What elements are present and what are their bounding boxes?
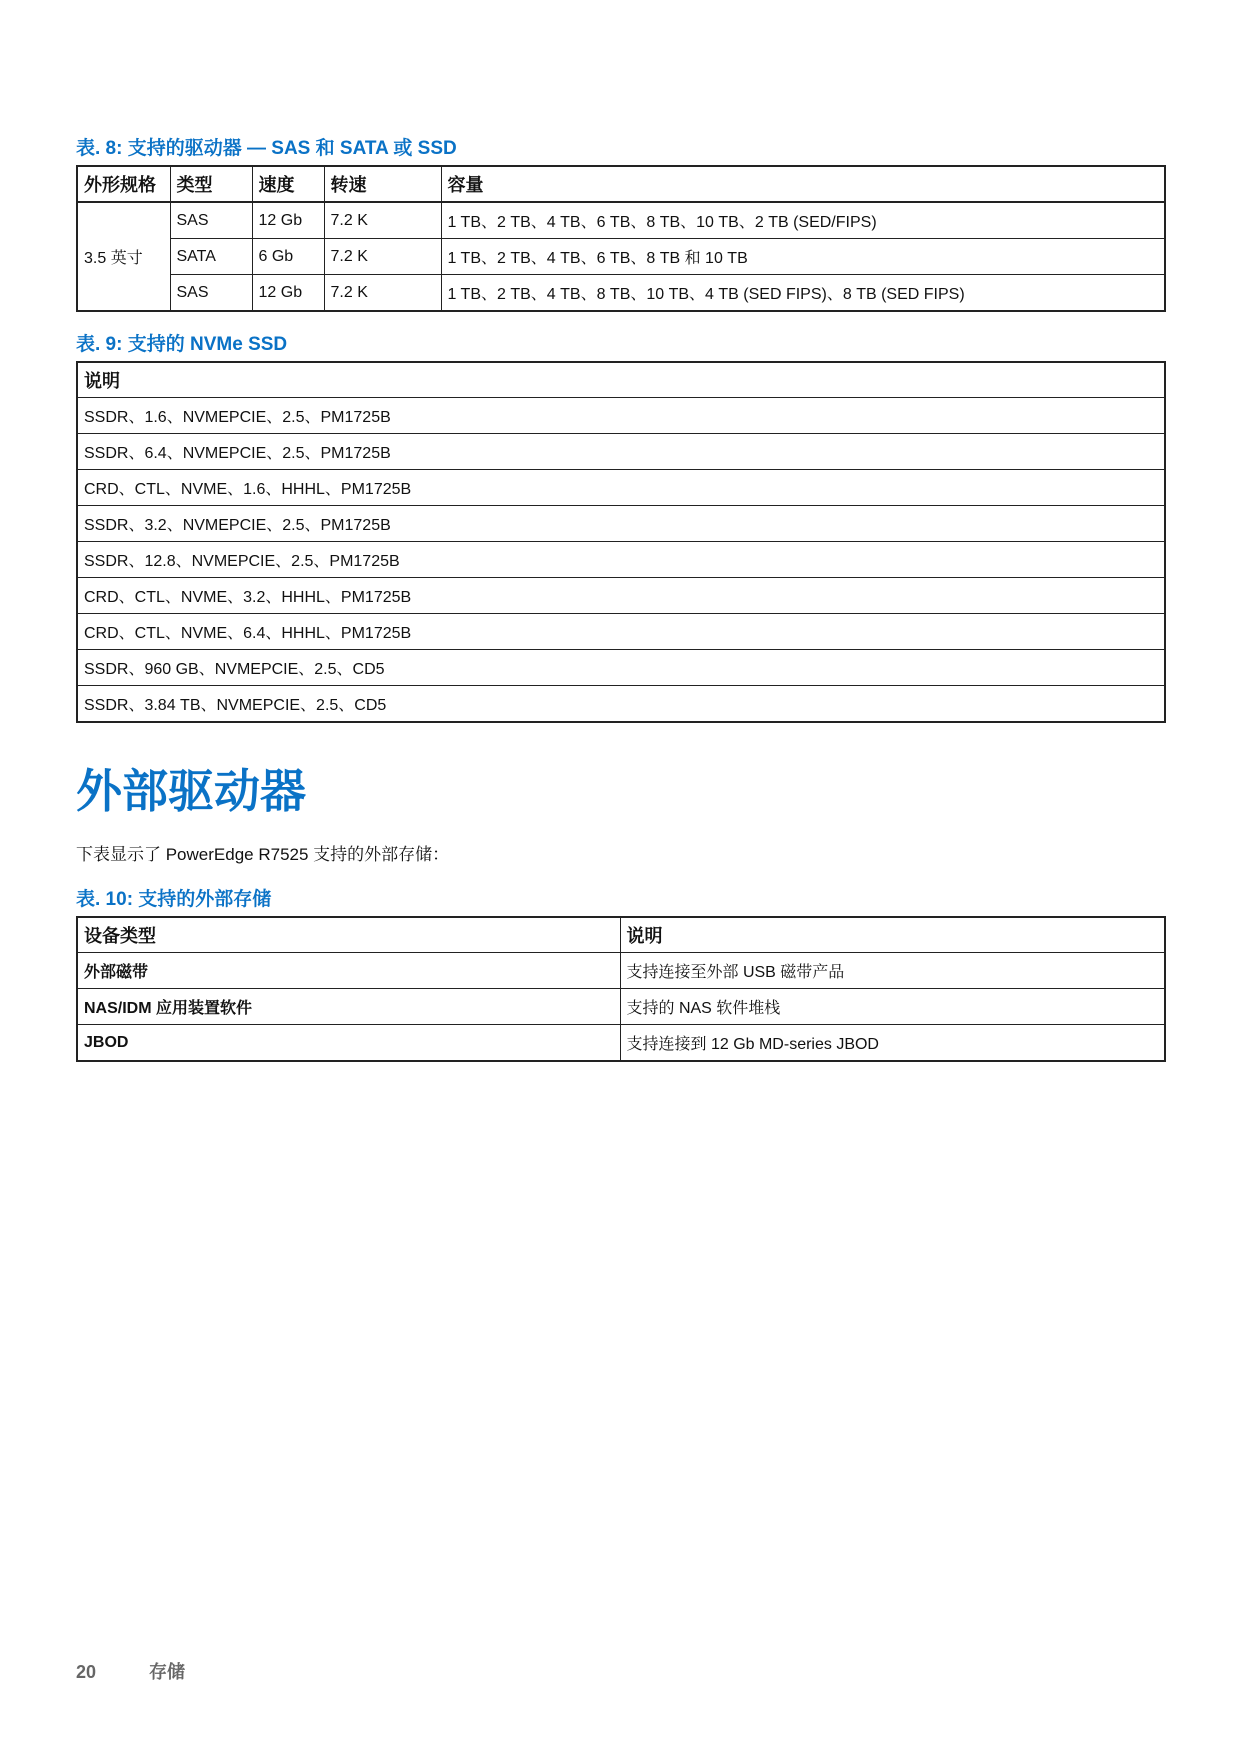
table8-type-cell: SATA <box>170 239 252 275</box>
table10-description-cell: 支持的 NAS 软件堆栈 <box>620 989 1165 1025</box>
table10-header-description: 说明 <box>620 917 1165 953</box>
table10-header-row <box>77 917 1165 953</box>
table10-device-cell: 外部磁带 <box>77 953 620 989</box>
table8-rpm-cell: 7.2 K <box>324 202 441 239</box>
table10-header-device-type: 设备类型 <box>77 917 620 953</box>
table-row <box>77 202 1165 239</box>
table-row <box>77 542 1165 578</box>
table9-cell: CRD、CTL、NVME、6.4、HHHL、PM1725B <box>77 614 1165 650</box>
page-footer <box>76 1658 185 1684</box>
table9-header-row <box>77 362 1165 398</box>
table-row <box>77 578 1165 614</box>
table9-header-description: 说明 <box>77 362 1165 398</box>
page-number: 20 <box>76 1662 97 1682</box>
table9-caption: 表. 9: 支持的 NVMe SSD <box>76 334 288 355</box>
table8-header-type: 类型 <box>170 166 252 202</box>
table8-form-factor-cell: 3.5 英寸 <box>77 202 170 311</box>
table8-capacity-cell: 1 TB、2 TB、4 TB、6 TB、8 TB、10 TB、2 TB (SED/FIPS) <box>441 202 1165 239</box>
table9-cell: SSDR、3.2、NVMEPCIE、2.5、PM1725B <box>77 506 1165 542</box>
table10-device-cell: NAS/IDM 应用装置软件 <box>77 989 620 1025</box>
table9-cell: CRD、CTL、NVME、3.2、HHHL、PM1725B <box>77 578 1165 614</box>
table8-rpm-cell: 7.2 K <box>324 239 441 275</box>
table8-speed-cell: 12 Gb <box>252 202 324 239</box>
table8-capacity-cell: 1 TB、2 TB、4 TB、6 TB、8 TB 和 10 TB <box>441 239 1165 275</box>
table-row <box>77 650 1165 686</box>
table-row <box>77 470 1165 506</box>
table9-nvme-ssd <box>76 361 1166 723</box>
table8-type-cell: SAS <box>170 275 252 312</box>
section-intro: 下表显示了 PowerEdge R7525 支持的外部存储： <box>76 845 450 864</box>
table8-supported-drives <box>76 165 1166 312</box>
table8-header-rpm: 转速 <box>324 166 441 202</box>
table8-caption: 表. 8: 支持的驱动器 — SAS 和 SATA 或 SSD <box>76 138 457 159</box>
table-row <box>77 614 1165 650</box>
table-row <box>77 686 1165 723</box>
table-row <box>77 989 1165 1025</box>
table9-cell: SSDR、1.6、NVMEPCIE、2.5、PM1725B <box>77 398 1165 434</box>
table-row <box>77 398 1165 434</box>
table8-header-row <box>77 166 1165 202</box>
table-row <box>77 506 1165 542</box>
table8-header-capacity: 容量 <box>441 166 1165 202</box>
table8-speed-cell: 12 Gb <box>252 275 324 312</box>
table8-capacity-cell: 1 TB、2 TB、4 TB、8 TB、10 TB、4 TB (SED FIPS)、8 TB (SED FIPS) <box>441 275 1165 312</box>
table-row <box>77 434 1165 470</box>
table-row <box>77 275 1165 312</box>
table9-cell: SSDR、3.84 TB、NVMEPCIE、2.5、CD5 <box>77 686 1165 723</box>
table10-description-cell: 支持连接至外部 USB 磁带产品 <box>620 953 1165 989</box>
table-row <box>77 1025 1165 1062</box>
table8-type-cell: SAS <box>170 202 252 239</box>
table-row <box>77 953 1165 989</box>
table8-speed-cell: 6 Gb <box>252 239 324 275</box>
table10-description-cell: 支持连接到 12 Gb MD-series JBOD <box>620 1025 1165 1062</box>
table8-header-speed: 速度 <box>252 166 324 202</box>
section-heading: 外部驱动器 <box>76 765 306 817</box>
table9-cell: SSDR、960 GB、NVMEPCIE、2.5、CD5 <box>77 650 1165 686</box>
table10-caption: 表. 10: 支持的外部存储 <box>76 889 272 910</box>
table10-device-cell: JBOD <box>77 1025 620 1062</box>
table8-header-form-factor: 外形规格 <box>77 166 170 202</box>
table9-cell: SSDR、12.8、NVMEPCIE、2.5、PM1725B <box>77 542 1165 578</box>
table9-cell: SSDR、6.4、NVMEPCIE、2.5、PM1725B <box>77 434 1165 470</box>
footer-section-name: 存储 <box>149 1662 186 1682</box>
table9-cell: CRD、CTL、NVME、1.6、HHHL、PM1725B <box>77 470 1165 506</box>
table8-rpm-cell: 7.2 K <box>324 275 441 312</box>
table-row <box>77 239 1165 275</box>
table10-external-storage <box>76 916 1166 1062</box>
